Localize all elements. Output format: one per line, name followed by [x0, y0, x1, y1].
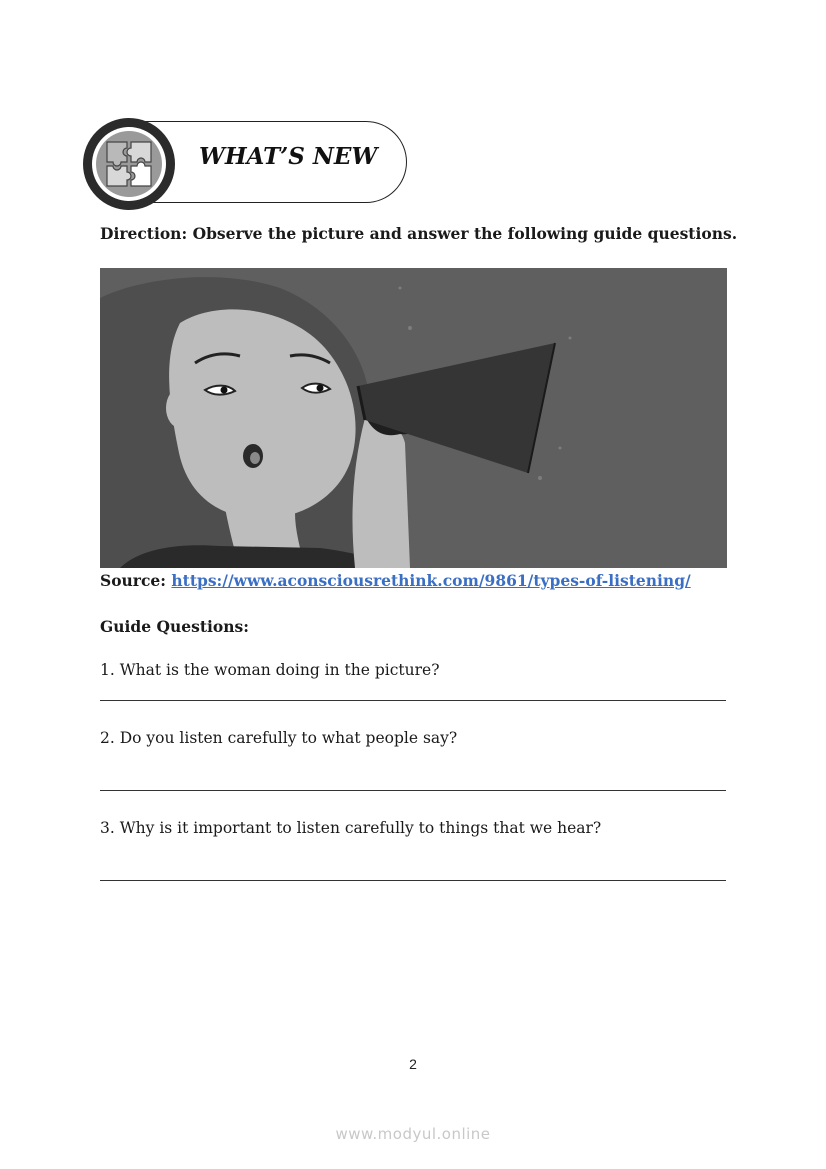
answer-line-2[interactable] [100, 790, 726, 791]
section-banner [83, 118, 408, 212]
guide-questions-heading: Guide Questions: [100, 617, 249, 636]
puzzle-icon [83, 118, 175, 210]
answer-line-3[interactable] [100, 880, 726, 881]
watermark: www.modyul.online [335, 1125, 491, 1143]
woman-megaphone-illustration [100, 268, 727, 568]
source-label: Source: [100, 571, 166, 590]
question-3: 3. Why is it important to listen carefully to things that we hear? [100, 819, 602, 837]
page-number: 2 [409, 1056, 417, 1072]
question-1: 1. What is the woman doing in the picture? [100, 661, 440, 679]
source-line [100, 571, 691, 590]
section-title: WHAT’S NEW [199, 143, 378, 170]
direction-text: Direction: Observe the picture and answer the following guide questions. [100, 224, 738, 243]
question-2: 2. Do you listen carefully to what people say? [100, 729, 458, 747]
answer-line-1[interactable] [100, 700, 726, 701]
source-link[interactable]: https://www.aconsciousrethink.com/9861/types-of-listening/ [171, 571, 691, 590]
illustration [100, 268, 727, 568]
banner-emblem [83, 118, 175, 210]
